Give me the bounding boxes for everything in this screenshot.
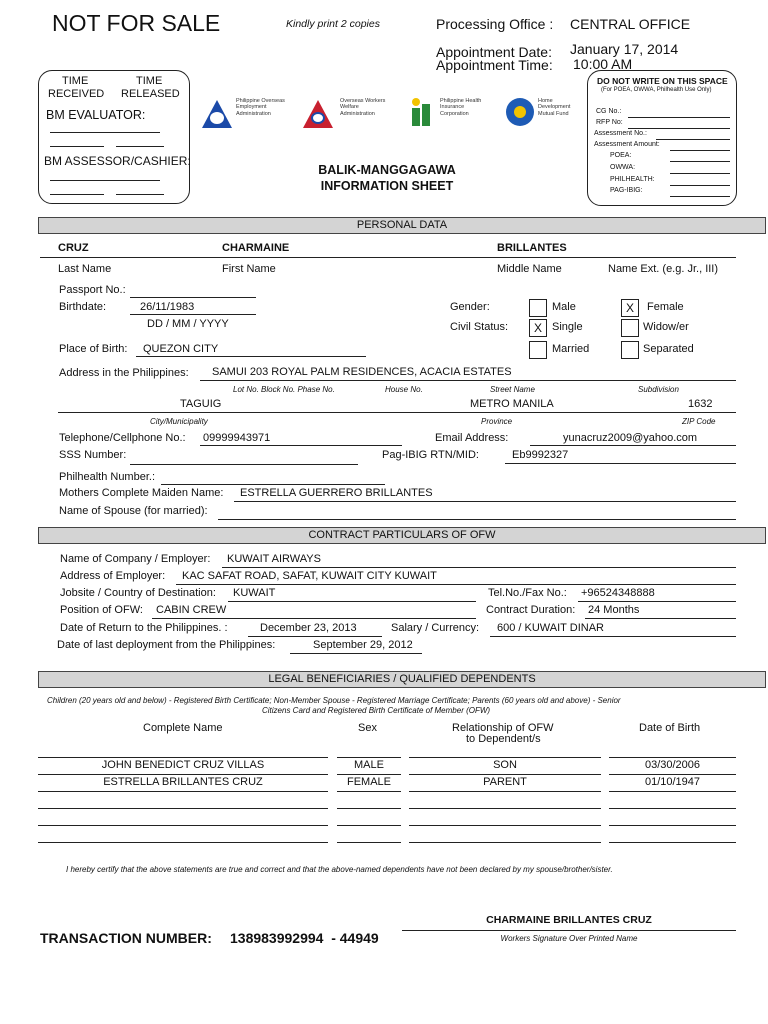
street-label: Street Name bbox=[490, 385, 535, 394]
spouse-line bbox=[218, 519, 736, 520]
sss-line bbox=[130, 464, 358, 465]
dependent-dob-bottom-line bbox=[609, 842, 736, 843]
dependent-dob-line bbox=[609, 774, 736, 775]
zip-value: 1632 bbox=[688, 398, 713, 410]
dependent-rel-cell: SON bbox=[493, 759, 517, 771]
jobsite-line bbox=[228, 601, 476, 602]
subdivision-label: Subdivision bbox=[638, 385, 679, 394]
bm-assessor-line bbox=[50, 180, 160, 181]
dependent-name-cell: JOHN BENEDICT CRUZ VILLAS bbox=[101, 759, 265, 771]
passport-label: Passport No.: bbox=[59, 284, 126, 296]
dependent-name-cell: ESTRELLA BRILLANTES CRUZ bbox=[103, 776, 263, 788]
last-deployment-label: Date of last deployment from the Philippines: bbox=[57, 639, 276, 651]
appointment-date-value: January 17, 2014 bbox=[570, 41, 679, 57]
dependent-rel-line bbox=[409, 774, 601, 775]
duration-value: 24 Months bbox=[588, 604, 640, 616]
name-underline bbox=[40, 257, 736, 258]
dependent-dob-cell: 03/30/2006 bbox=[644, 759, 701, 771]
email-line bbox=[530, 445, 736, 446]
pagibig-logo-text: Home Development Mutual Fund bbox=[538, 98, 571, 117]
poea-logo-inner-icon bbox=[210, 112, 224, 124]
passport-line bbox=[130, 297, 256, 298]
owwa-fee-label: OWWA: bbox=[610, 164, 636, 171]
single-label: Single bbox=[552, 321, 583, 333]
poea-logo-text: Philippine Overseas Employment Administration bbox=[236, 98, 285, 117]
bm-evaluator-line-2a bbox=[50, 146, 104, 147]
return-date-label: Date of Return to the Philippines. : bbox=[60, 622, 228, 634]
dependent-rel-line bbox=[409, 757, 601, 758]
company-line bbox=[222, 567, 736, 568]
mother-maiden-name-line bbox=[234, 501, 736, 502]
province-label: Province bbox=[481, 417, 513, 426]
dependent-rel-line bbox=[409, 825, 601, 826]
dependent-dob-cell: 01/10/1947 bbox=[644, 776, 701, 788]
col-date-of-birth: Date of Birth bbox=[639, 722, 701, 734]
rfp-no-label: RFP No: bbox=[596, 119, 623, 126]
philhealth-fee-label: PHILHEALTH: bbox=[610, 176, 655, 183]
province-value: METRO MANILA bbox=[470, 398, 554, 410]
address-line bbox=[200, 380, 736, 381]
dependent-sex-line bbox=[337, 774, 401, 775]
philhealth-line bbox=[161, 484, 385, 485]
birthdate-value: 26/11/1983 bbox=[140, 301, 195, 313]
birthdate-line bbox=[130, 314, 256, 315]
signature-line bbox=[402, 930, 736, 931]
employer-address-label: Address of Employer: bbox=[60, 570, 166, 582]
first-name-label: First Name bbox=[222, 263, 276, 275]
pagibig-label: Pag-IBIG RTN/MID: bbox=[382, 449, 479, 461]
birthdate-format: DD / MM / YYYY bbox=[147, 318, 229, 330]
last-deployment-value: September 29, 2012 bbox=[313, 639, 413, 651]
bm-evaluator-line-2b bbox=[116, 146, 164, 147]
middle-name-label: Middle Name bbox=[497, 263, 562, 275]
last-name-value: CRUZ bbox=[58, 242, 89, 254]
transaction-number-value: 138983992994 - 44949 bbox=[230, 930, 379, 946]
email-label: Email Address: bbox=[435, 432, 509, 444]
employer-address-line bbox=[176, 584, 736, 585]
dependent-sex-cell: MALE bbox=[354, 759, 384, 771]
col-complete-name: Complete Name bbox=[143, 722, 223, 734]
appointment-time-label: Appointment Time: bbox=[436, 57, 553, 73]
transaction-number-label: TRANSACTION NUMBER: bbox=[40, 930, 212, 946]
time-released-label-1: TIME bbox=[136, 75, 163, 87]
dependent-rel-cell: PARENT bbox=[483, 776, 527, 788]
salary-value: 600 / KUWAIT DINAR bbox=[497, 622, 604, 634]
telephone-label: Telephone/Cellphone No.: bbox=[59, 432, 186, 444]
city-value: TAGUIG bbox=[180, 398, 222, 410]
bm-assessor-line-2b bbox=[116, 194, 164, 195]
do-not-write-title: DO NOT WRITE ON THIS SPACE bbox=[597, 76, 728, 86]
not-for-sale-heading: NOT FOR SALE bbox=[52, 10, 221, 36]
sss-label: SSS Number: bbox=[59, 449, 127, 461]
cg-no-label: CG No.: bbox=[596, 108, 622, 115]
jobsite-value: KUWAIT bbox=[233, 587, 276, 599]
middle-name-value: BRILLANTES bbox=[497, 242, 567, 254]
duration-line bbox=[585, 618, 736, 619]
company-label: Name of Company / Employer: bbox=[60, 553, 211, 565]
civil-status-label: Civil Status: bbox=[450, 321, 509, 333]
return-date-value: December 23, 2013 bbox=[260, 622, 357, 634]
cg-no-line bbox=[628, 117, 730, 118]
assessment-amount-label: Assessment Amount: bbox=[594, 141, 660, 148]
personal-data-section-header: PERSONAL DATA bbox=[38, 217, 766, 234]
single-checkbox[interactable]: X bbox=[529, 319, 547, 337]
dependent-name-line bbox=[38, 774, 328, 775]
pagibig-logo-icon bbox=[506, 98, 534, 126]
position-value: CABIN CREW bbox=[156, 604, 227, 616]
address-label: Address in the Philippines: bbox=[59, 367, 189, 379]
beneficiaries-section-header: LEGAL BENEFICIARIES / QUALIFIED DEPENDENTS bbox=[38, 671, 766, 688]
dependent-dob-line bbox=[609, 808, 736, 809]
bm-evaluator-line bbox=[50, 132, 160, 133]
assessment-amount-line bbox=[670, 150, 730, 151]
rfp-no-line bbox=[628, 128, 730, 129]
female-checkbox[interactable]: X bbox=[621, 299, 639, 317]
bm-assessor-label: BM ASSESSOR/CASHIER: bbox=[44, 154, 191, 168]
separated-label: Separated bbox=[643, 343, 694, 355]
employer-tel-label: Tel.No./Fax No.: bbox=[488, 587, 567, 599]
time-released-label-2: RELEASED bbox=[121, 88, 180, 100]
last-name-label: Last Name bbox=[58, 263, 112, 275]
dependent-dob-line bbox=[609, 825, 736, 826]
signature-printed-name: CHARMAINE BRILLANTES CRUZ bbox=[486, 914, 652, 926]
philhealth-logo-text: Philippine Health Insurance Corporation bbox=[440, 98, 482, 117]
time-received-label-2: RECEIVED bbox=[48, 88, 105, 100]
dependent-name-line bbox=[38, 808, 328, 809]
pagibig-line bbox=[505, 463, 736, 464]
salary-label: Salary / Currency: bbox=[391, 622, 480, 634]
dependent-sex-bottom-line bbox=[337, 842, 401, 843]
col-relationship-2: to Dependent/s bbox=[466, 733, 541, 745]
dependent-sex-line bbox=[337, 757, 401, 758]
dependent-name-line bbox=[38, 825, 328, 826]
form-title-line-2: INFORMATION SHEET bbox=[320, 179, 454, 193]
dependent-dob-line bbox=[609, 791, 736, 792]
place-of-birth-value: QUEZON CITY bbox=[143, 343, 219, 355]
print-note: Kindly print 2 copies bbox=[286, 18, 380, 30]
widow-checkbox[interactable] bbox=[621, 319, 639, 337]
pagibig-fee-line bbox=[670, 196, 730, 197]
owwa-logo-text: Overseas Workers Welfare Administration bbox=[340, 98, 386, 117]
gender-label: Gender: bbox=[450, 301, 490, 313]
jobsite-label: Jobsite / Country of Destination: bbox=[60, 587, 216, 599]
dependent-name-line bbox=[38, 757, 328, 758]
dependent-rel-line bbox=[409, 808, 601, 809]
certification-statement: I hereby certify that the above statements are true and correct and that the above-named dependents have not been declared by my spouse/brother/sister. bbox=[66, 865, 613, 874]
married-checkbox[interactable] bbox=[529, 341, 547, 359]
philhealth-fee-line bbox=[670, 185, 730, 186]
mother-maiden-name-label: Mothers Complete Maiden Name: bbox=[59, 487, 224, 499]
dependent-name-line bbox=[38, 791, 328, 792]
telephone-line bbox=[200, 445, 402, 446]
dependent-name-bottom-line bbox=[38, 842, 328, 843]
appointment-time-value: 10:00 AM bbox=[573, 56, 633, 72]
name-ext-label: Name Ext. (e.g. Jr., III) bbox=[608, 263, 719, 275]
company-value: KUWAIT AIRWAYS bbox=[227, 553, 321, 565]
zip-label: ZIP Code bbox=[682, 417, 716, 426]
place-of-birth-label: Place of Birth: bbox=[59, 343, 128, 355]
dependent-rel-bottom-line bbox=[409, 842, 601, 843]
dependent-rel-line bbox=[409, 791, 601, 792]
philhealth-logo-icon bbox=[412, 98, 432, 126]
bm-evaluator-label: BM EVALUATOR: bbox=[46, 108, 146, 122]
owwa-fee-line bbox=[670, 173, 730, 174]
return-date-line bbox=[248, 636, 382, 637]
contract-section-header: CONTRACT PARTICULARS OF OFW bbox=[38, 527, 766, 544]
assessment-no-line bbox=[656, 139, 730, 140]
dependent-sex-line bbox=[337, 825, 401, 826]
separated-checkbox[interactable] bbox=[621, 341, 639, 359]
city-line bbox=[58, 412, 736, 413]
employer-tel-value: +96524348888 bbox=[581, 587, 655, 599]
birthdate-label: Birthdate: bbox=[59, 301, 107, 313]
employer-address-value: KAC SAFAT ROAD, SAFAT, KUWAIT CITY KUWAIT bbox=[182, 570, 437, 582]
owwa-logo-inner-icon bbox=[311, 112, 325, 124]
appointment-date-label: Appointment Date: bbox=[436, 44, 552, 60]
employer-tel-line bbox=[578, 601, 736, 602]
salary-line bbox=[490, 636, 736, 637]
form-title-line-1: BALIK-MANGGAGAWA bbox=[318, 163, 456, 177]
male-label: Male bbox=[552, 301, 576, 313]
female-label: Female bbox=[647, 301, 684, 313]
position-label: Position of OFW: bbox=[60, 604, 143, 616]
time-received-label-1: TIME bbox=[62, 75, 89, 87]
mother-maiden-name-value: ESTRELLA GUERRERO BRILLANTES bbox=[240, 487, 433, 499]
poea-fee-label: POEA: bbox=[610, 152, 632, 159]
beneficiaries-note-2: Citizens Card and Registered Birth Certificate of Member (OFW) bbox=[262, 706, 491, 715]
dependent-dob-line bbox=[609, 757, 736, 758]
telephone-value: 09999943971 bbox=[203, 432, 271, 444]
widow-label: Widow/er bbox=[643, 321, 689, 333]
spouse-label: Name of Spouse (for married): bbox=[59, 505, 208, 517]
signature-label: Workers Signature Over Printed Name bbox=[500, 934, 638, 943]
do-not-write-subtitle: (For POEA, OWWA, Philhealth Use Only) bbox=[601, 87, 712, 93]
duration-label: Contract Duration: bbox=[486, 604, 576, 616]
col-relationship-1: Relationship of OFW bbox=[452, 722, 554, 734]
bm-assessor-line-2a bbox=[50, 194, 104, 195]
first-name-value: CHARMAINE bbox=[222, 242, 290, 254]
city-label: City/Municipality bbox=[150, 417, 208, 426]
poea-fee-line bbox=[670, 161, 730, 162]
email-value: yunacruz2009@yahoo.com bbox=[563, 432, 698, 444]
dependent-sex-cell: FEMALE bbox=[346, 776, 391, 788]
philhealth-label: Philhealth Number.: bbox=[59, 471, 155, 483]
last-deployment-line bbox=[290, 653, 422, 654]
dependent-sex-line bbox=[337, 791, 401, 792]
lot-label: Lot No. Block No. Phase No. bbox=[233, 385, 335, 394]
pagibig-value: Eb9992327 bbox=[512, 449, 569, 461]
assessment-no-label: Assessment No.: bbox=[594, 130, 647, 137]
processing-office-value: CENTRAL OFFICE bbox=[570, 16, 691, 32]
place-of-birth-line bbox=[136, 356, 366, 357]
married-label: Married bbox=[552, 343, 590, 355]
col-sex: Sex bbox=[358, 722, 377, 734]
beneficiaries-note-1: Children (20 years old and below) - Registered Birth Certificate; Non-Member Spouse - Registered Marriage Certificate; Parents (60 years old and above) - Senior bbox=[47, 696, 621, 705]
house-label: House No. bbox=[385, 385, 423, 394]
dependent-sex-line bbox=[337, 808, 401, 809]
position-line bbox=[152, 618, 476, 619]
address-value: SAMUI 203 ROYAL PALM RESIDENCES, ACACIA ESTATES bbox=[212, 366, 512, 378]
male-checkbox[interactable] bbox=[529, 299, 547, 317]
pagibig-fee-label: PAG-IBIG: bbox=[610, 187, 643, 194]
processing-office-label: Processing Office : bbox=[436, 16, 554, 32]
